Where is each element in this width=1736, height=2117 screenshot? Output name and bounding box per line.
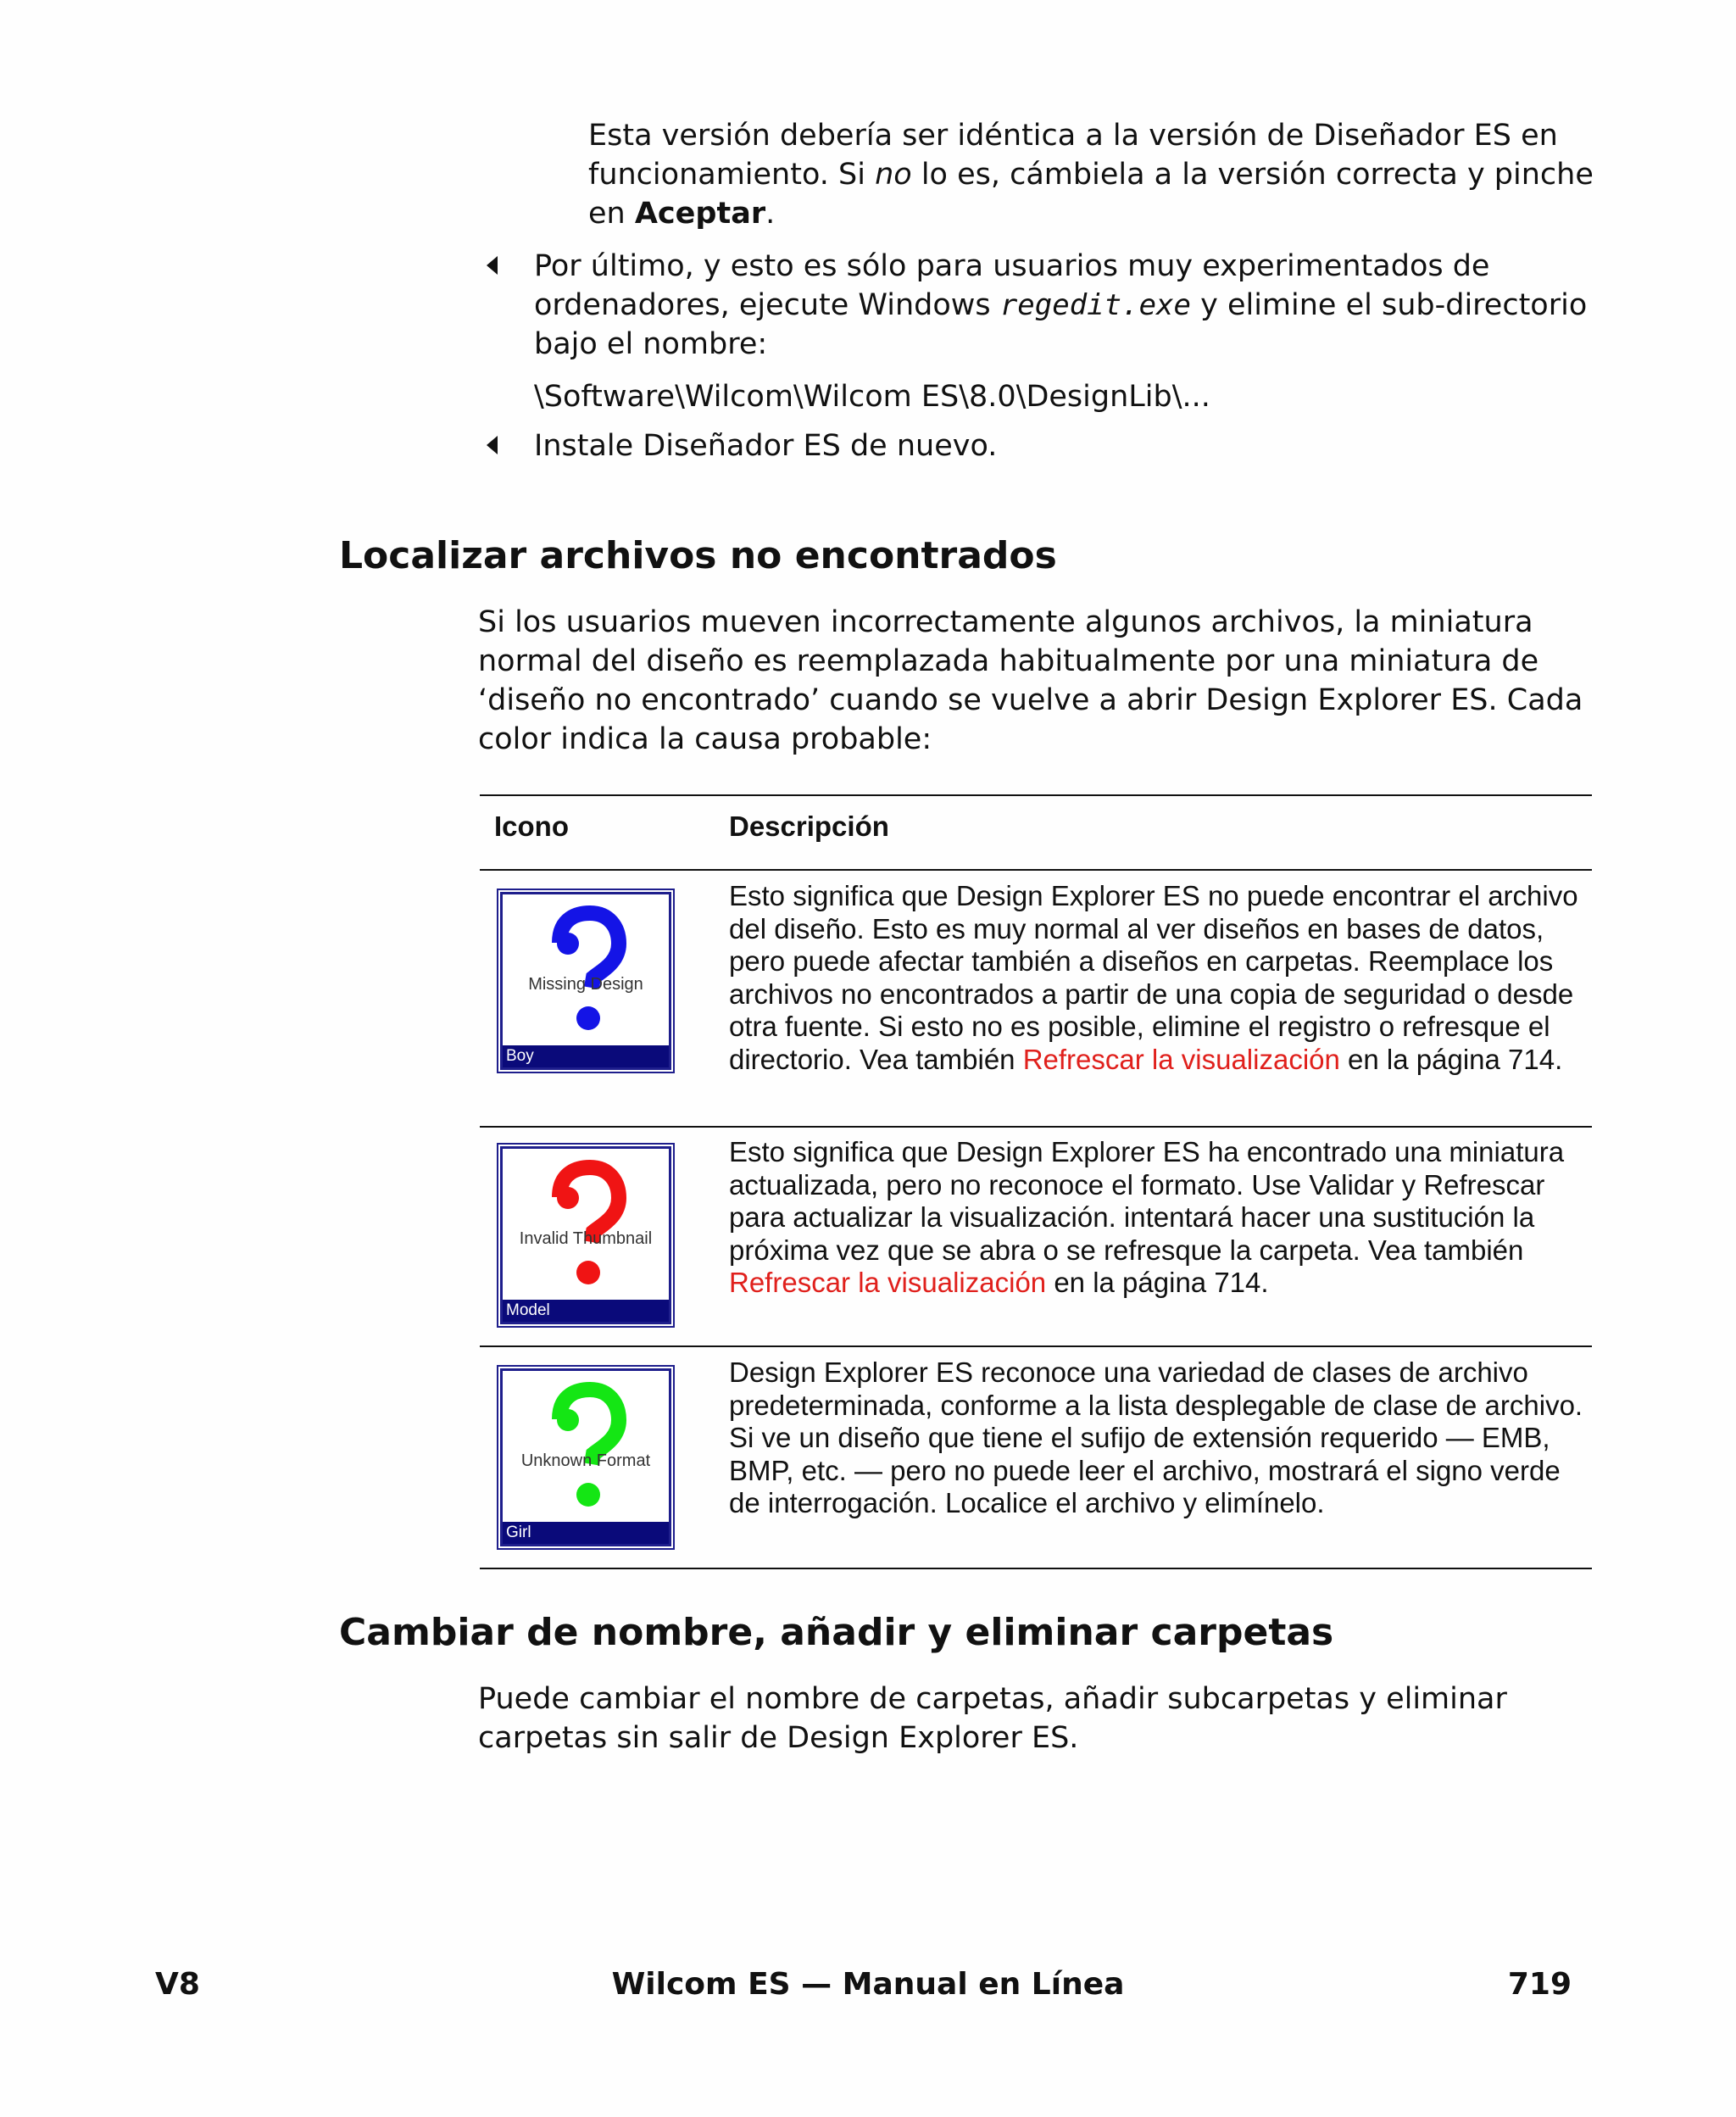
section-paragraph-locate-files: Si los usuarios mueven incorrectamente algunos archivos, la miniatura normal del diseño es reemplazada habitualmente por una miniatura de ‘diseño no encontrado’ cuando se vuelve a abrir Design Explorer ES. Cada color indica la causa probable: [478,605,1583,756]
table-row-rule [480,1126,1592,1128]
thumbnail-caption-bar: Model [503,1300,669,1322]
section-heading-locate-files: Localizar archivos no encontrados [339,534,1057,577]
table-row-unknown-description: Design Explorer ES reconoce una variedad de clases de archivo predeterminada, conforme a la lista desplegable de clase de archivo. Si ve un diseño que tiene el sufijo de extensión requerido — EMB, BMP, etc. — pero no puede leer el archivo, mostrará el signo verde de interrogación. Localice el archivo y elimínelo. [729,1357,1583,1518]
table-bottom-rule [480,1568,1592,1569]
section-paragraph-folders: Puede cambiar el nombre de carpetas, añadir subcarpetas y eliminar carpetas sin salir de Design Explorer ES. [478,1682,1507,1755]
intro-paragraph: Esta versión debería ser idéntica a la versión de Diseñador ES en funcionamiento. Si no lo es, cámbiela a la versión correcta y pinche en Aceptar. [588,119,1594,231]
footer-title: Wilcom ES — Manual en Línea [611,1967,1125,2002]
thumbnail-caption-bar: Boy [503,1045,669,1067]
table-top-rule [480,794,1592,796]
bullet-arrow-icon [487,436,498,454]
unknown-format-thumbnail [500,1368,671,1546]
table-row-rule [480,1345,1592,1347]
bullet-arrow-icon [487,256,498,275]
footer-page-number: 719 [1507,1967,1572,2002]
question-mark-icon [541,1381,634,1508]
bullet-item-reinstall: Instale Diseñador ES de nuevo. [534,429,998,463]
link-refresh-view[interactable]: Refrescar la visualización [729,1267,1047,1298]
table-row-missing-description: Esto significa que Design Explorer ES no puede encontrar el archivo del diseño. Esto es muy normal al ver diseños en bases de datos, pero puede afectar también a diseños en carpetas. Reemplace los archivos no encontrados a partir de una copia de seguridad o desde otra fuente. Si esto no es posible, elimine el registro o refresque el directorio. Vea también Refrescar la visualización en la página 714. [729,880,1578,1075]
thumbnail-label: Missing Design [528,975,643,994]
question-mark-icon [541,905,634,1032]
table-header-icon: Icono [494,811,569,842]
footer-version: V8 [155,1967,200,2002]
table-header-description: Descripción [729,811,889,842]
thumbnail-label: Invalid Thumbnail [519,1229,653,1248]
thumbnail-label: Unknown Format [520,1451,651,1470]
section-heading-folders: Cambiar de nombre, añadir y eliminar carpetas [339,1611,1334,1654]
missing-design-thumbnail [500,892,671,1070]
registry-path: \Software\Wilcom\Wilcom ES\8.0\DesignLib\... [534,380,1210,414]
link-refresh-view[interactable]: Refrescar la visualización [1022,1043,1340,1075]
table-header-rule [480,869,1592,871]
bullet-item-regedit: Por último, y esto es sólo para usuarios muy experimentados de ordenadores, ejecute Windows regedit.exe y elimine el sub-directorio bajo el nombre: [534,249,1588,361]
question-mark-icon [541,1159,634,1286]
thumbnail-caption-bar: Girl [503,1522,669,1544]
table-row-invalid-description: Esto significa que Design Explorer ES ha encontrado una miniatura actualizada, pero no reconoce el formato. Use Validar y Refrescar para actualizar la visualización. intentará hacer una sustitución la próxima vez que se abra o se refresque la carpeta. Vea también Refrescar la visualización en la página 714. [729,1136,1565,1298]
invalid-thumbnail-thumbnail [500,1146,671,1324]
